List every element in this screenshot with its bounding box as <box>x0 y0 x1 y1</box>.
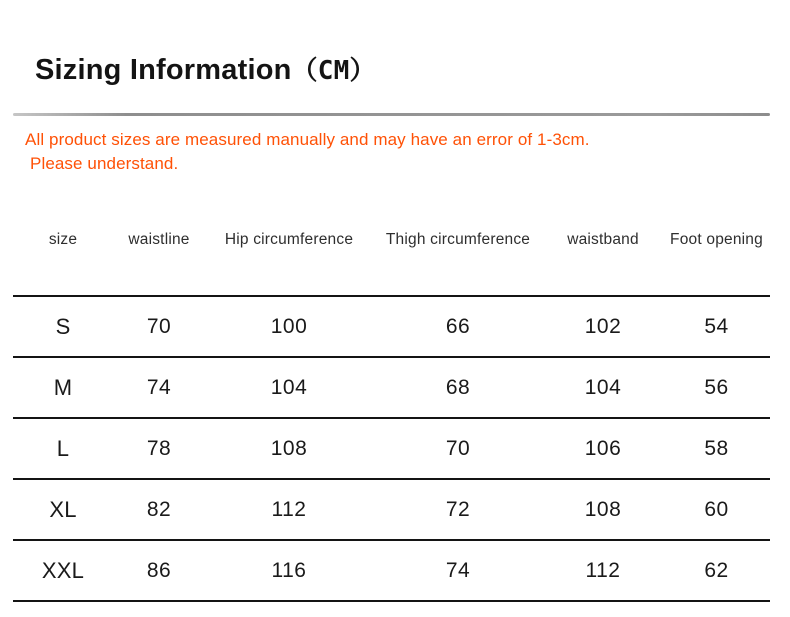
notice-line-2: Please understand. <box>30 154 179 173</box>
page-title-text: Sizing Information <box>35 54 292 86</box>
size-label-cell: S <box>55 313 71 339</box>
column-header-hip-circumference: Hip circumference <box>224 230 354 248</box>
measurement-cell: 112 <box>585 558 621 582</box>
measurement-cell: 106 <box>584 436 622 460</box>
measurement-cell: 58 <box>704 436 729 460</box>
measurement-cell: 78 <box>146 436 172 460</box>
measurement-cell: 62 <box>704 558 729 582</box>
measurement-cell: 70 <box>146 314 172 338</box>
measurement-cell: 56 <box>704 375 729 399</box>
notice-line-1: All product sizes are measured manually and may have an error of 1-3cm. <box>25 130 590 149</box>
table-row <box>13 357 770 418</box>
size-label-cell: XXL <box>41 557 85 583</box>
measurement-cell: 116 <box>271 558 307 582</box>
measurement-notice <box>25 128 590 176</box>
measurement-cell: 100 <box>270 314 308 338</box>
column-header-thigh-circumference: Thigh circumference <box>385 230 531 248</box>
measurement-cell: 112 <box>271 497 307 521</box>
measurement-cell: 104 <box>584 375 622 399</box>
measurement-cell: 108 <box>584 497 622 521</box>
measurement-cell: 72 <box>445 497 471 521</box>
table-row <box>13 540 770 601</box>
column-header-foot-opening: Foot opening <box>670 230 763 248</box>
table-row <box>13 418 770 479</box>
measurement-cell: 60 <box>704 497 729 521</box>
measurement-cell: 108 <box>270 436 308 460</box>
column-header-waistline: waistline <box>128 230 190 248</box>
page-title-unit: （CM） <box>291 56 376 86</box>
page-title <box>35 50 376 87</box>
size-table-header-row <box>13 200 770 296</box>
measurement-cell: 68 <box>445 375 471 399</box>
measurement-cell: 66 <box>445 314 471 338</box>
measurement-cell: 70 <box>445 436 471 460</box>
size-table-body <box>13 296 770 601</box>
size-label-cell: L <box>56 435 70 461</box>
measurement-cell: 54 <box>704 314 729 338</box>
size-label-cell: XL <box>49 496 77 522</box>
measurement-cell: 74 <box>146 375 172 399</box>
measurement-cell: 102 <box>584 314 622 338</box>
table-row <box>13 479 770 540</box>
size-label-cell: M <box>53 374 73 400</box>
measurement-cell: 86 <box>146 558 172 582</box>
measurement-cell: 74 <box>445 558 471 582</box>
measurement-cell: 104 <box>270 375 308 399</box>
measurement-cell: 82 <box>146 497 172 521</box>
column-header-size: size <box>48 230 78 248</box>
table-row <box>13 296 770 357</box>
column-header-waistband: waistband <box>567 230 639 248</box>
title-divider <box>13 113 770 116</box>
size-table <box>13 200 770 602</box>
